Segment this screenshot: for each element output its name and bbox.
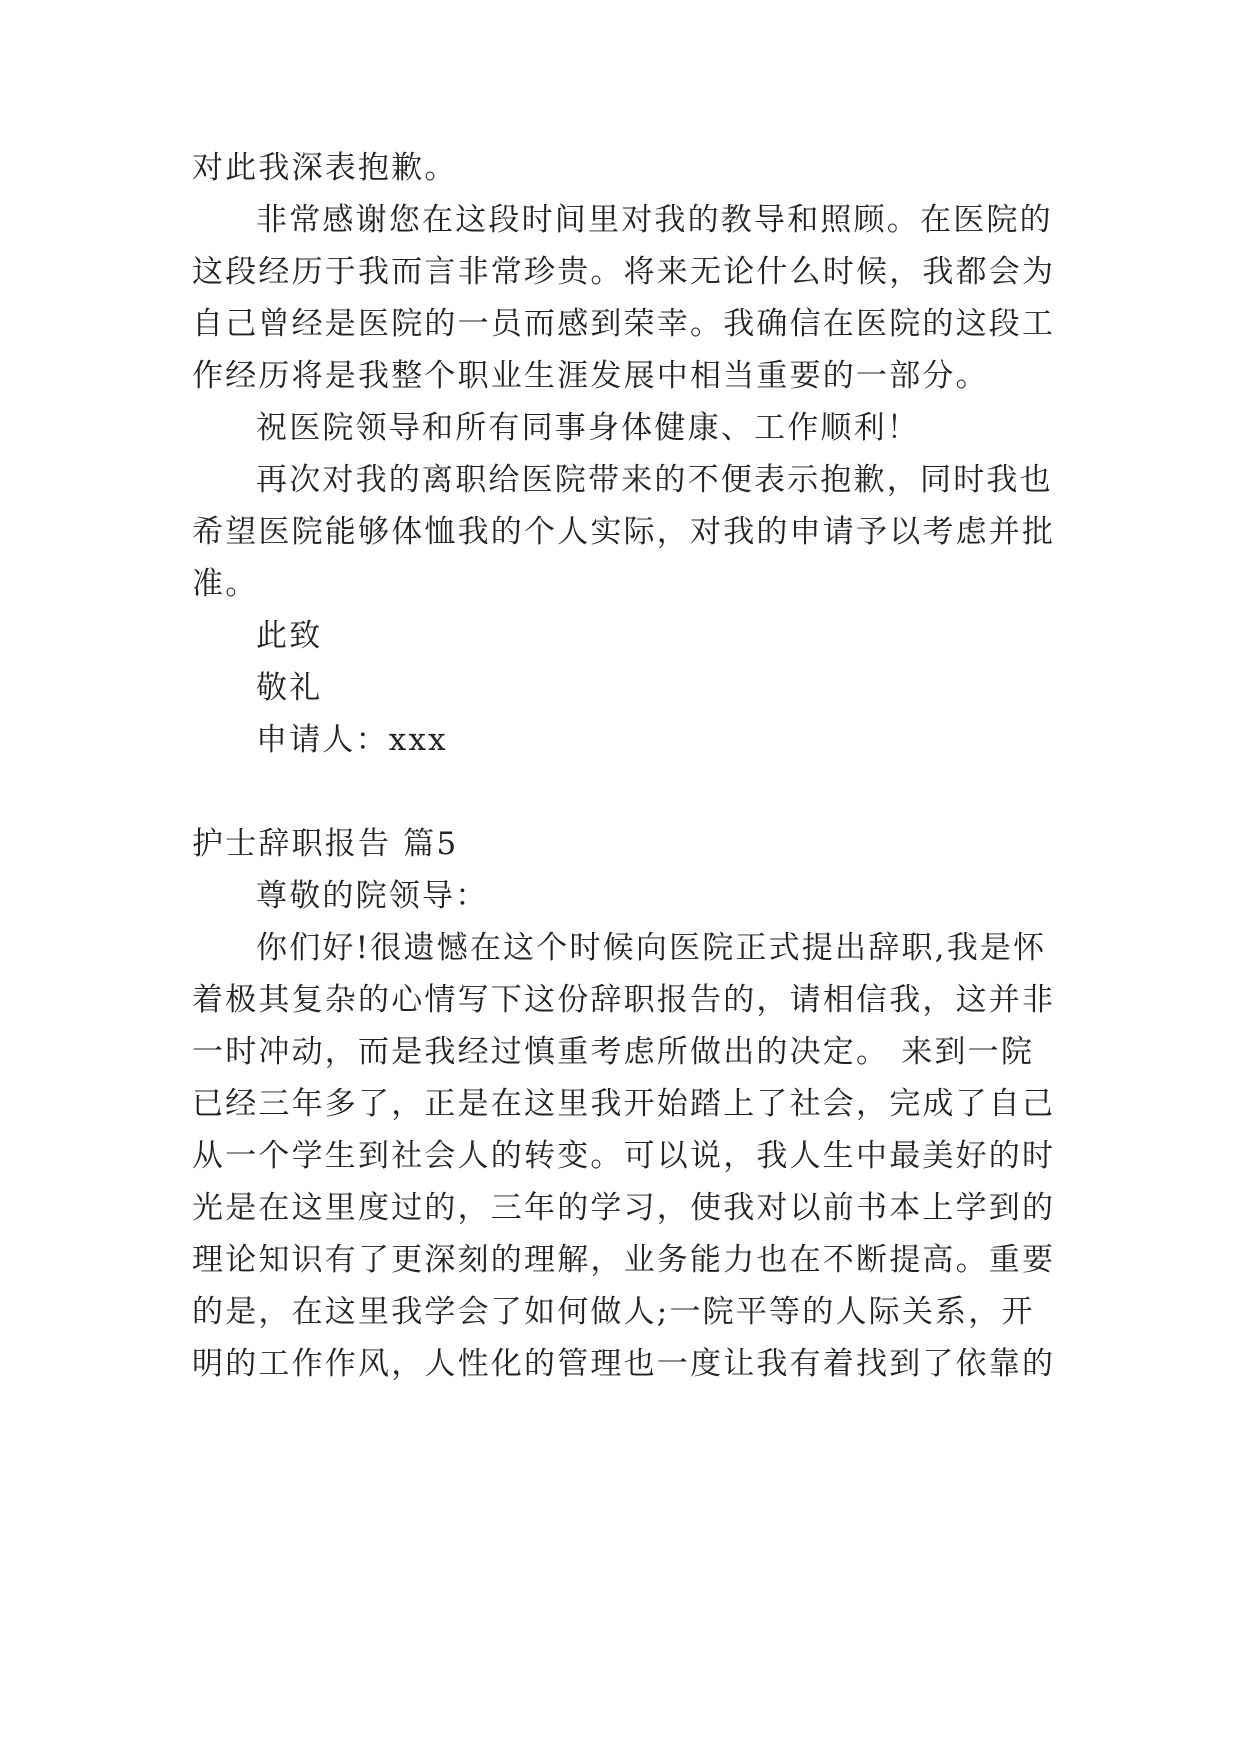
closing-line: 此致: [256, 618, 323, 654]
paragraph-line: 希望医院能够体恤我的个人实际，对我的申请予以考虑并批: [192, 514, 1056, 550]
paragraph-line: 对此我深表抱歉。: [192, 150, 458, 186]
paragraph-line: 这段经历于我而言非常珍贵。将来无论什么时候，我都会为: [192, 254, 1056, 290]
paragraph-line: 自己曾经是医院的一员而感到荣幸。我确信在医院的这段工: [192, 306, 1056, 342]
section-heading: 护士辞职报告 篇5: [192, 826, 459, 862]
signature-line: 申请人：xxx: [256, 722, 448, 758]
paragraph-line: 你们好!很遗憾在这个时候向医院正式提出辞职,我是怀: [256, 930, 1047, 966]
paragraph-line: 准。: [192, 566, 259, 602]
paragraph-line: 着极其复杂的心情写下这份辞职报告的，请相信我，这并非: [192, 982, 1056, 1018]
wishes-line: 祝医院领导和所有同事身体健康、工作顺利！: [256, 410, 920, 446]
salutation-line: 尊敬的院领导：: [256, 878, 489, 914]
paragraph-line: 光是在这里度过的，三年的学习，使我对以前书本上学到的: [192, 1190, 1056, 1226]
paragraph-line: 的是，在这里我学会了如何做人;一院平等的人际关系，开: [192, 1294, 1035, 1330]
paragraph-line: 非常感谢您在这段时间里对我的教导和照顾。在医院的: [256, 202, 1053, 238]
paragraph-line: 已经三年多了，正是在这里我开始踏上了社会，完成了自己: [192, 1086, 1056, 1122]
paragraph-line: 再次对我的离职给医院带来的不便表示抱歉，同时我也: [256, 462, 1053, 498]
paragraph-line: 从一个学生到社会人的转变。可以说，我人生中最美好的时: [192, 1138, 1056, 1174]
paragraph-line: 一时冲动，而是我经过慎重考虑所做出的决定。 来到一院: [192, 1034, 1035, 1070]
paragraph-line: 作经历将是我整个职业生涯发展中相当重要的一部分。: [192, 358, 989, 394]
paragraph-line: 理论知识有了更深刻的理解，业务能力也在不断提高。重要: [192, 1242, 1056, 1278]
closing-line: 敬礼: [256, 670, 323, 706]
paragraph-line: 明的工作作风，人性化的管理也一度让我有着找到了依靠的: [192, 1346, 1056, 1382]
